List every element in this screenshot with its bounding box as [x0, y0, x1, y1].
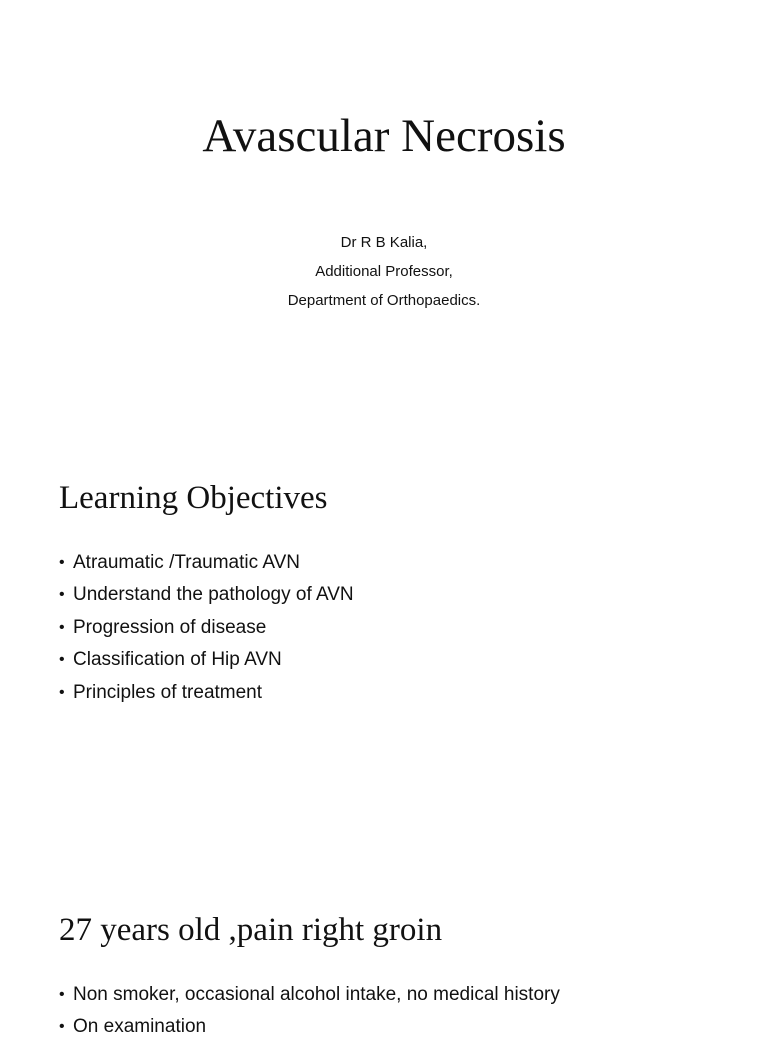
bullet-icon: • — [59, 1018, 65, 1036]
bullet-text: Non smoker, occasional alcohol intake, no medical history — [73, 984, 560, 1005]
list-item — [59, 979, 560, 1011]
bullet-text: Classification of Hip AVN — [73, 649, 282, 671]
slide-heading: Learning Objectives — [59, 480, 328, 516]
author-name: Dr R B Kalia, — [340, 234, 428, 251]
author-department: Department of Orthopaedics. — [287, 292, 481, 309]
bullet-text: Atraumatic /Traumatic AVN — [73, 552, 301, 573]
bullet-list — [59, 979, 560, 1044]
list-item — [59, 677, 354, 709]
list-item — [59, 644, 354, 676]
list-item — [59, 547, 354, 579]
bullet-text: Understand the pathology of AVN — [73, 584, 354, 606]
bullet-icon: • — [59, 651, 65, 669]
presentation-title: Avascular Necrosis — [202, 110, 566, 162]
bullet-icon: • — [59, 618, 65, 636]
author-position: Additional Professor, — [315, 263, 453, 280]
bullet-list — [59, 547, 354, 709]
list-item — [59, 1011, 560, 1043]
author-info — [0, 228, 768, 315]
slide-heading: 27 years old ,pain right groin — [59, 912, 443, 948]
slide-title — [0, 0, 768, 432]
list-item — [59, 579, 354, 611]
bullet-icon: • — [59, 986, 65, 1003]
slide-learning-objectives — [0, 432, 768, 864]
bullet-text: Progression of disease — [73, 616, 267, 638]
bullet-icon: • — [59, 554, 65, 571]
list-item — [59, 612, 354, 644]
bullet-text: On examination — [73, 1016, 207, 1038]
slide-case-presentation — [0, 864, 768, 1038]
bullet-text: Principles of treatment — [73, 681, 263, 703]
bullet-icon: • — [59, 683, 65, 701]
bullet-icon: • — [59, 586, 65, 604]
